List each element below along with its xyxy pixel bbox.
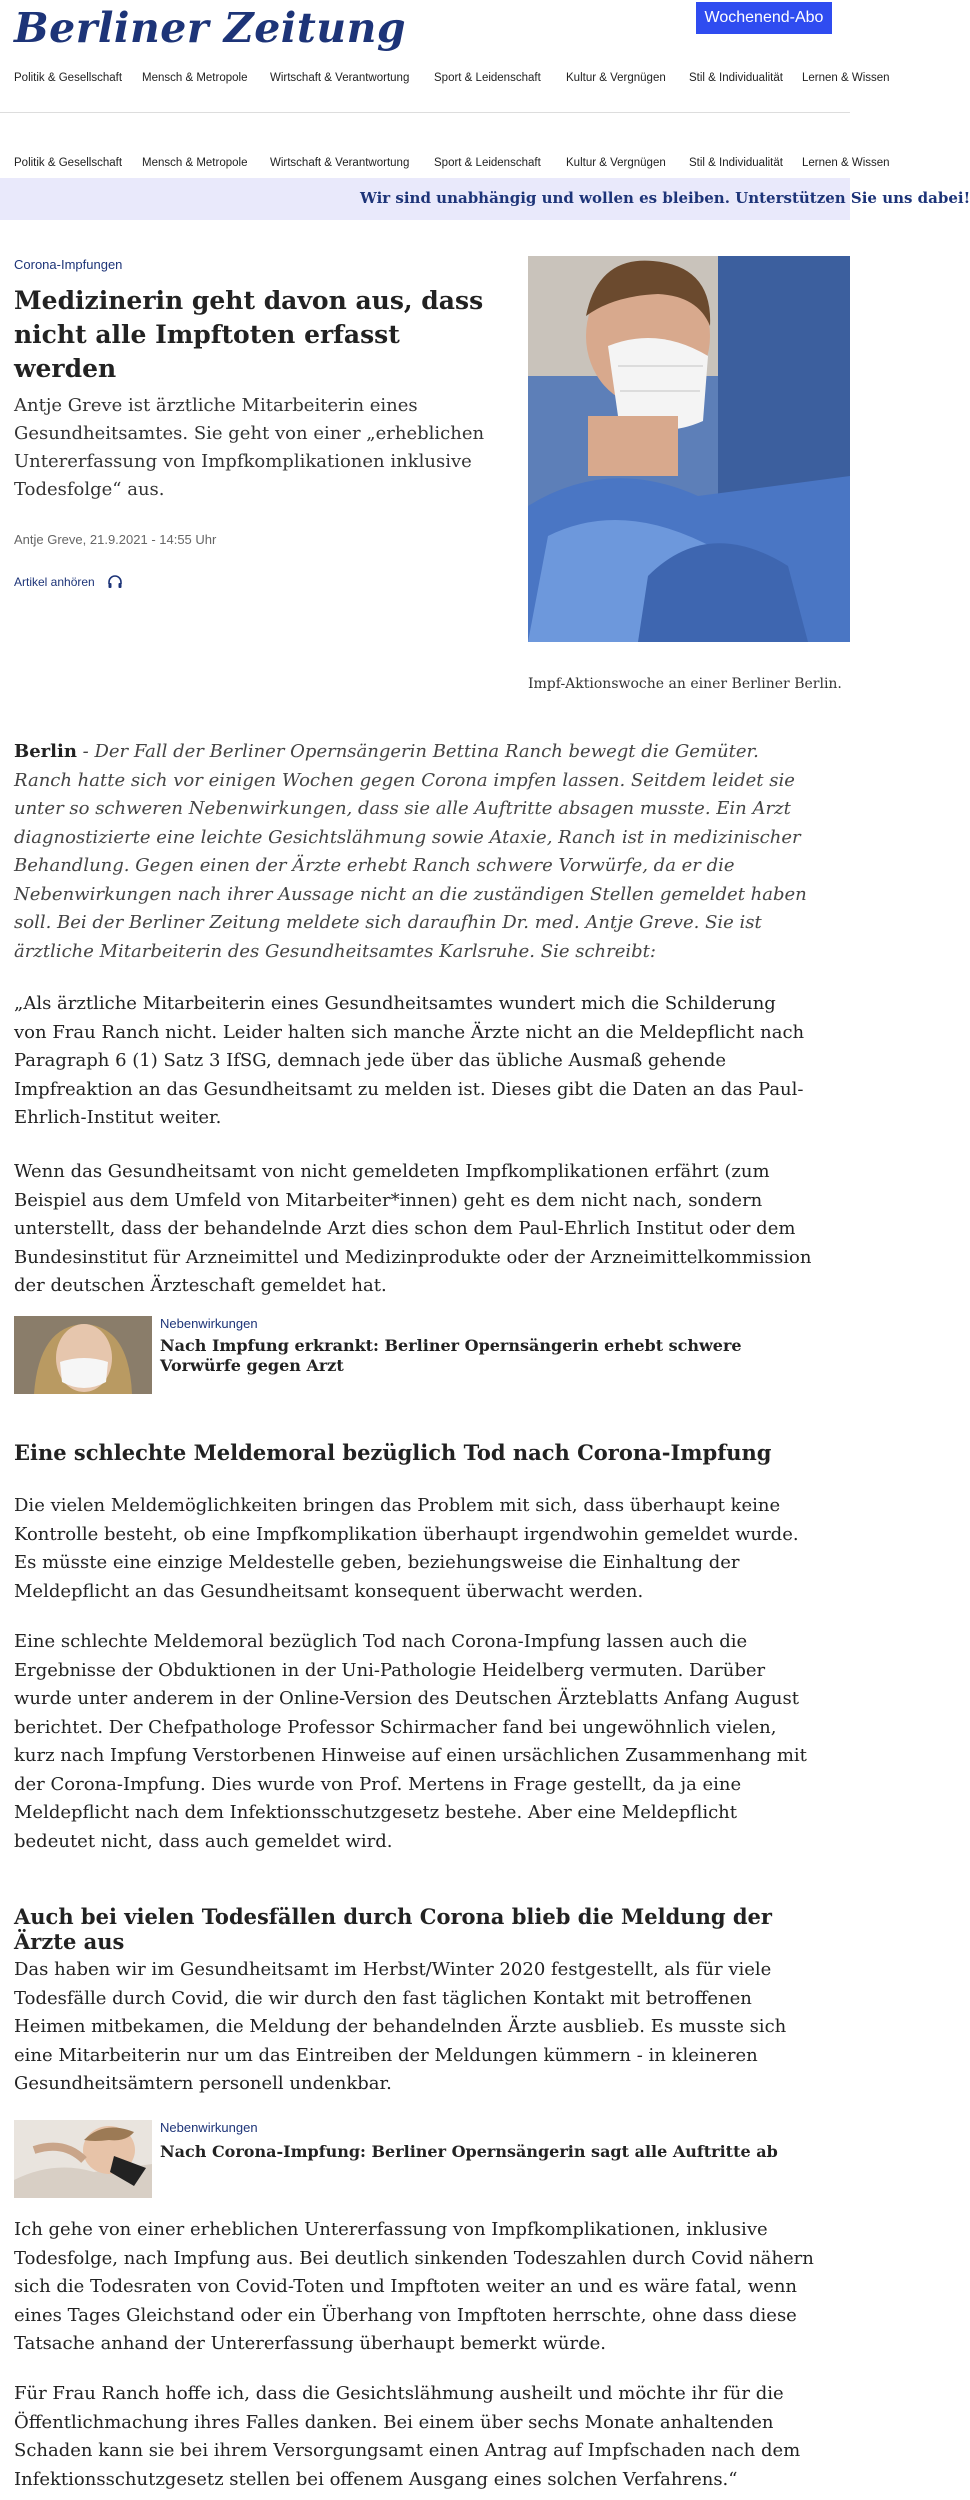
article-headline: Medizinerin geht davon aus, dass nicht alle Impftoten erfasst werden	[14, 286, 484, 383]
article-paragraph: Wenn das Gesundheitsamt von nicht gemeldeten Impfkomplikationen erfährt (zum Beispiel aus dem Umfeld von Mitarbeiter*innen) geht es dem nicht nach, sondern unterstellt, dass der behandelnde Arzt dies schon dem Paul-Ehrlich Institut oder dem Bundesinstitut für Arzneimittel und Medizinprodukte oder der Arzneimittelkommission der deutschen Ärzteschaft gemeldet hat.	[14, 1161, 812, 1296]
article-paragraph: Ich gehe von einer erheblichen Untererfassung von Impfkomplikationen, inklusive Todesfolge, nach Impfung aus. Bei deutlich sinkenden Todeszahlen durch Covid nähern sich die Todesraten von Covid-Toten und Impftoten weiter an und es wäre fatal, wenn eines Tages Gleichstand oder ein Überhang von Impftoten herrschte, ohne dass diese Tatsache anhand der Untererfassung überhaupt bemerkt würde.	[14, 2219, 814, 2354]
related-article-title[interactable]: Nach Corona-Impfung: Berliner Opernsängerin sagt alle Auftritte ab	[160, 2142, 778, 2161]
section-heading: Auch bei vielen Todesfällen durch Corona blieb die Meldung der Ärzte aus	[14, 1904, 772, 1954]
hero-image	[528, 256, 850, 642]
article-paragraph: Das haben wir im Gesundheitsamt im Herbst/Winter 2020 festgestellt, als für viele Todesfälle durch Covid, die wir durch den fast täglichen Kontakt mit betroffenen Heimen mitbekamen, die Meldung der behandelnden Ärzte ausblieb. Es musste sich eine Mitarbeiterin nur um das Eintreiben der Meldungen kümmern - in kleineren Gesundheitsämtern personell undenkbar.	[14, 1959, 787, 2094]
nav-item-kultur[interactable]: Kultur & Vergnügen	[566, 157, 666, 169]
related-article-title[interactable]: Nach Impfung erkrankt: Berliner Opernsängerin erhebt schwere Vorwürfe gegen Arzt	[160, 1336, 742, 1375]
article-kicker[interactable]: Corona-Impfungen	[14, 257, 123, 272]
dateline: Berlin	[14, 741, 77, 762]
listen-to-article-button[interactable]: Artikel anhören	[14, 575, 95, 589]
nav-item-sport[interactable]: Sport & Leidenschaft	[434, 72, 541, 84]
article-paragraph: Die vielen Meldemöglichkeiten bringen das Problem mit sich, dass überhaupt keine Kontrolle besteht, ob eine Impfkomplikation überhaupt irgendwohin gemeldet wurde. Es müsste eine einzige Meldestelle geben, beziehungsweise die Einhaltung der Meldepflicht an das Gesundheitsamt konsequent überwacht werden.	[14, 1495, 799, 1602]
nav-item-politik[interactable]: Politik & Gesellschaft	[14, 157, 123, 169]
article-paragraph: Für Frau Ranch hoffe ich, dass die Gesichtslähmung ausheilt und möchte ihr für die Öffentlichmachung ihres Falles danken. Bei einem über sechs Monate anhaltenden Schaden kann sie bei ihrem Versorgungsamt einen Antrag auf Impfschaden nach dem Infektionsschutzgesetz stellen bei offenem Ausgang eines solchen Verfahrens.“	[14, 2383, 801, 2490]
site-logo[interactable]: Berliner Zeitung	[14, 4, 407, 52]
article-intro-text: - Der Fall der Berliner Opernsängerin Bettina Ranch bewegt die Gemüter. Ranch hatte sich vor einigen Wochen gegen Corona impfen lassen. Seitdem leidet sie unter so schweren Nebenwirkungen, dass sie alle Auftritte absagen musste. Ein Arzt diagnostizierte eine leichte Gesichtslähmung sowie Ataxie, Ranch ist in medizinischer Behandlung. Gegen einen der Ärzte erhebt Ranch schwere Vorwürfe, da er die Nebenwirkungen nach ihrer Aussage nicht an die zuständigen Stellen gemeldet haben soll. Bei der Berliner Zeitung meldete sich daraufhin Dr. med. Antje Greve. Sie ist ärztliche Mitarbeiterin des Gesundheitsamtes Karlsruhe. Sie schreibt:	[14, 741, 807, 962]
article-paragraph: Eine schlechte Meldemoral bezüglich Tod nach Corona-Impfung lassen auch die Ergebnisse der Obduktionen in der Uni-Pathologie Heidelberg vermuten. Darüber wurde unter anderem in der Online-Version des Deutschen Ärzteblatts Anfang August berichtet. Der Chefpathologe Professor Schirmacher fand bei ungewöhnlich vielen, kurz nach Impfung Verstorbenen Hinweise auf einen ursächlichen Zusammenhang mit der Corona-Impfung. Dies wurde von Prof. Mertens in Frage gestellt, da ja eine Meldepflicht nach dem Infektionsschutzgesetz bestehe. Aber eine Meldepflicht bedeutet nicht, dass auch gemeldet wird.	[14, 1631, 807, 1852]
nav-item-wirtschaft[interactable]: Wirtschaft & Verantwortung	[270, 157, 410, 169]
nav-item-mensch[interactable]: Mensch & Metropole	[142, 72, 248, 84]
headphones-icon[interactable]	[107, 574, 123, 590]
related-article-kicker[interactable]: Nebenwirkungen	[160, 1316, 258, 1331]
nav-item-sport[interactable]: Sport & Leidenschaft	[434, 157, 541, 169]
nav-item-kultur[interactable]: Kultur & Vergnügen	[566, 72, 666, 84]
related-article-image[interactable]	[14, 2120, 152, 2198]
nav-item-politik[interactable]: Politik & Gesellschaft	[14, 72, 123, 84]
article-paragraph: „Als ärztliche Mitarbeiterin eines Gesundheitsamtes wundert mich die Schilderung von Frau Ranch nicht. Leider halten sich manche Ärzte nicht an die Meldepflicht nach Paragraph 6 (1) Satz 3 IfSG, demnach jede über das übliche Ausmaß gehende Impfreaktion an das Gesundheitsamt zu melden ist. Dieses gibt die Daten an das Paul-Ehrlich-Institut weiter.	[14, 993, 805, 1128]
weekend-subscription-button[interactable]: Wochenend-Abo	[696, 2, 832, 34]
nav-item-stil[interactable]: Stil & Individualität	[689, 157, 783, 169]
hero-image-caption: Impf-Aktionswoche an einer Berliner Berlin.	[528, 676, 842, 692]
related-article-kicker[interactable]: Nebenwirkungen	[160, 2120, 258, 2135]
nav-item-wirtschaft[interactable]: Wirtschaft & Verantwortung	[270, 72, 410, 84]
related-article-image[interactable]	[14, 1316, 152, 1394]
article-byline: Antje Greve, 21.9.2021 - 14:55 Uhr	[14, 532, 217, 547]
nav-item-lernen[interactable]: Lernen & Wissen	[802, 157, 890, 169]
nav-item-stil[interactable]: Stil & Individualität	[689, 72, 783, 84]
nav-item-mensch[interactable]: Mensch & Metropole	[142, 157, 248, 169]
support-banner[interactable]	[0, 178, 970, 220]
site-header	[0, 0, 850, 113]
section-heading: Eine schlechte Meldemoral bezüglich Tod nach Corona-Impfung	[14, 1440, 772, 1465]
main-navigation	[0, 65, 890, 93]
sticky-navigation	[0, 150, 890, 178]
nav-item-lernen[interactable]: Lernen & Wissen	[802, 72, 890, 84]
article-intro	[14, 738, 814, 966]
support-banner-text: Wir sind unabhängig und wollen es bleiben. Unterstützen Sie uns dabei!	[360, 189, 970, 207]
header-divider	[0, 112, 850, 113]
article-lead: Antje Greve ist ärztliche Mitarbeiterin eines Gesundheitsamtes. Sie geht von einer „erheblichen Untererfassung von Impfkomplikationen inklusive Todesfolge“ aus.	[14, 395, 485, 500]
